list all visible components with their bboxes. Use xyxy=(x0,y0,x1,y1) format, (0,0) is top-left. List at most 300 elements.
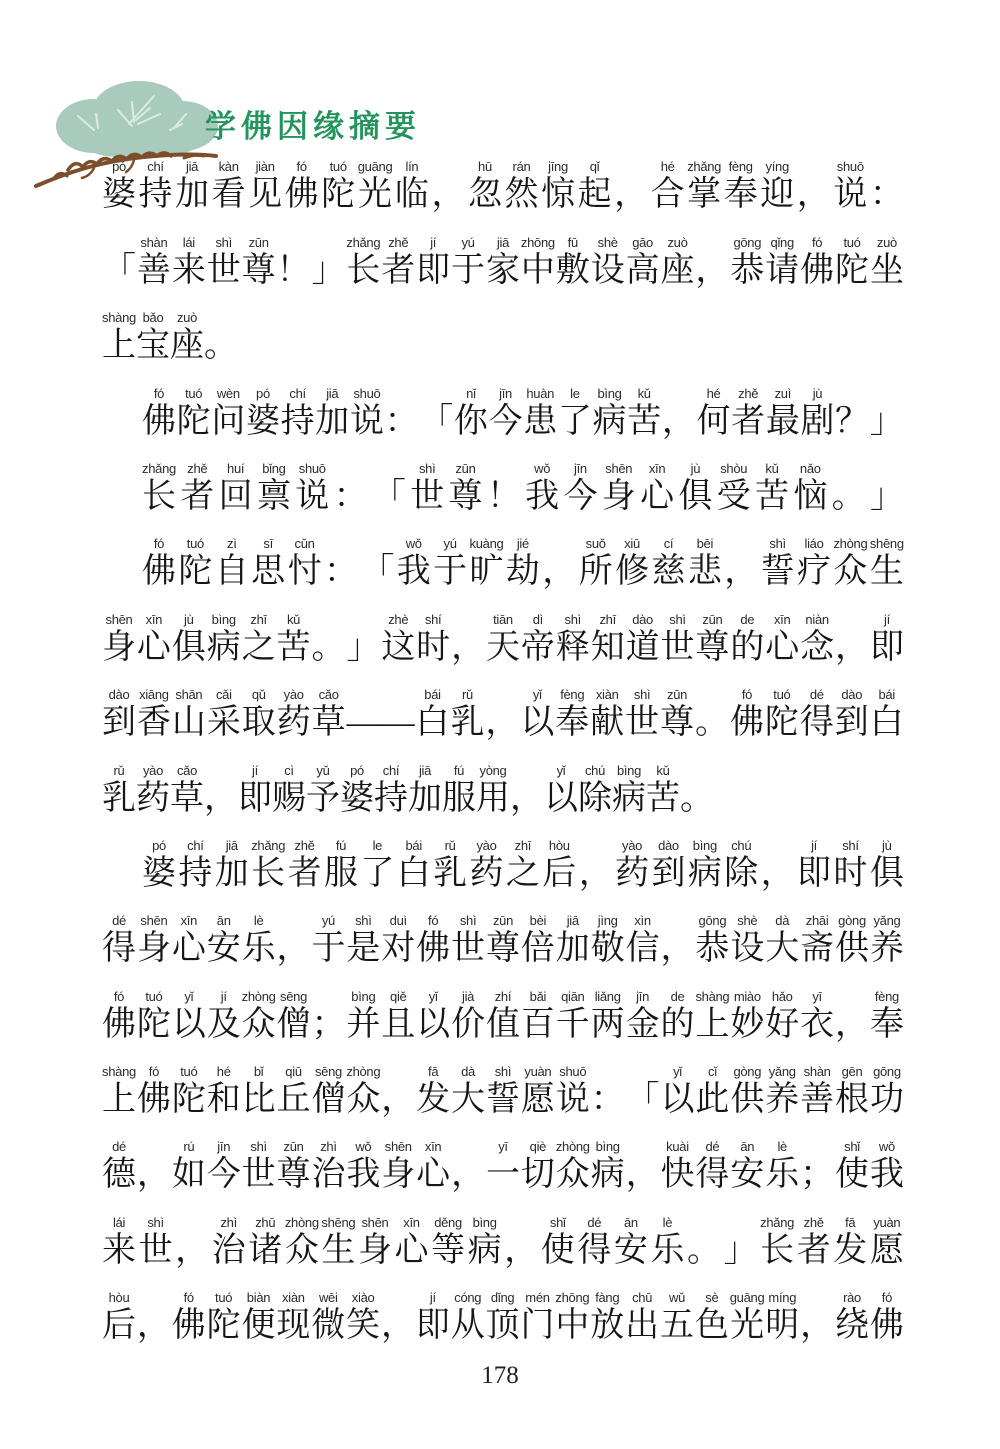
hanzi-char: 是 xyxy=(346,930,381,968)
hanzi-token xyxy=(215,837,249,894)
hanzi-char: 衣 xyxy=(800,1005,835,1043)
hanzi-char: 后 xyxy=(542,854,577,892)
hanzi-char: 起 xyxy=(577,176,612,214)
hanzi-char: 出 xyxy=(625,1307,660,1345)
hanzi-token xyxy=(695,1063,729,1120)
hanzi-char: 说 xyxy=(295,477,330,515)
hanzi-char: 值 xyxy=(485,1005,520,1043)
punctuation-token xyxy=(137,1138,171,1195)
pinyin-label: zūn xyxy=(702,611,723,627)
hanzi-token xyxy=(870,686,904,743)
pinyin-label: hǎo xyxy=(771,988,793,1004)
hanzi-char: 座 xyxy=(660,251,695,289)
hanzi-char: 尊 xyxy=(448,477,483,515)
pinyin-label: cóng xyxy=(454,1290,482,1306)
pinyin-label: zhòng xyxy=(241,988,276,1004)
hanzi-char: 如 xyxy=(171,1156,206,1194)
punctuation-token xyxy=(614,158,648,215)
hanzi-char: 了 xyxy=(557,402,592,440)
hanzi-char: 乐 xyxy=(241,930,276,968)
punctuation-token xyxy=(385,385,419,442)
hanzi-token xyxy=(525,460,559,517)
hanzi-token xyxy=(687,158,721,215)
hanzi-token xyxy=(626,611,660,668)
hanzi-char: 于 xyxy=(311,930,346,968)
hanzi-char: 身 xyxy=(136,930,171,968)
punctuation-token xyxy=(311,234,345,291)
punctuation-token xyxy=(870,385,904,442)
hanzi-char: 世 xyxy=(241,1156,276,1194)
pinyin-label: tuó xyxy=(329,159,347,175)
hanzi-char: 安 xyxy=(730,1156,765,1194)
pinyin-label: qiū xyxy=(285,1064,302,1080)
pinyin-label: jīn xyxy=(217,1139,231,1155)
pinyin-label: shì xyxy=(669,611,686,627)
hanzi-token xyxy=(660,686,694,743)
hanzi-char: 佛 xyxy=(142,402,176,440)
hanzi-token xyxy=(288,837,322,894)
pinyin-label: shān xyxy=(175,687,203,703)
hanzi-token xyxy=(523,385,557,442)
hanzi-token xyxy=(486,1289,520,1346)
hanzi-char: 和 xyxy=(206,1081,241,1119)
pinyin-label: zhǎng xyxy=(346,234,381,250)
hanzi-token xyxy=(139,158,173,215)
hanzi-char: 明 xyxy=(765,1307,800,1345)
hanzi-char: 来 xyxy=(102,1231,136,1269)
hanzi-char: 微 xyxy=(311,1307,346,1345)
hanzi-token xyxy=(612,762,646,819)
hanzi-token xyxy=(688,837,722,894)
hanzi-char: 旷 xyxy=(469,553,504,591)
pinyin-label: zūn xyxy=(248,234,269,250)
pinyin-label: cì xyxy=(284,762,294,778)
hanzi-char: 说 xyxy=(833,176,868,214)
hanzi-token xyxy=(797,837,831,894)
hanzi-token xyxy=(626,988,660,1045)
pinyin-label: fèng xyxy=(874,988,899,1004)
hanzi-token xyxy=(212,1214,246,1271)
pinyin-label: bìng xyxy=(595,1139,620,1155)
hanzi-char: ， xyxy=(276,930,311,968)
pinyin-label: fó xyxy=(812,234,823,250)
pinyin-label: qǐ xyxy=(589,159,600,175)
pinyin-label: bái xyxy=(424,687,441,703)
hanzi-char: 见 xyxy=(248,176,283,214)
hanzi-token xyxy=(765,1138,799,1195)
hanzi-char: 药 xyxy=(276,704,311,742)
pinyin-label: jiā xyxy=(418,762,432,778)
hanzi-char: 时 xyxy=(416,628,451,666)
hanzi-char: 服 xyxy=(323,854,358,892)
pinyin-label: yǐ xyxy=(532,687,542,703)
hanzi-char: 请 xyxy=(765,251,800,289)
pinyin-label: fā xyxy=(845,1214,856,1230)
hanzi-char: 后 xyxy=(102,1307,136,1345)
hanzi-char: 并 xyxy=(346,1005,381,1043)
hanzi-char: 顶 xyxy=(485,1307,520,1345)
punctuation-token xyxy=(724,535,758,592)
hanzi-char: 婆 xyxy=(245,402,280,440)
pinyin-label: gòng xyxy=(838,913,866,929)
hanzi-char: 好 xyxy=(765,1005,800,1043)
hanzi-token xyxy=(416,686,450,743)
pinyin-label: shì xyxy=(769,536,786,552)
pinyin-label: kǔ xyxy=(656,762,670,778)
hanzi-token xyxy=(381,912,415,969)
hanzi-token xyxy=(765,686,799,743)
pinyin-label: huí xyxy=(227,460,245,476)
pinyin-label: lín xyxy=(405,159,419,175)
hanzi-char: 时 xyxy=(833,854,868,892)
pinyin-label: yī xyxy=(812,988,822,1004)
hanzi-token xyxy=(590,686,624,743)
hanzi-char: 倍 xyxy=(520,930,555,968)
hanzi-char: ！ xyxy=(276,251,311,289)
hanzi-char: 。 xyxy=(311,628,346,666)
hanzi-char: ， xyxy=(695,251,730,289)
pinyin-label: tuó xyxy=(843,234,861,250)
hanzi-token xyxy=(627,385,661,442)
hanzi-char: ， xyxy=(835,1005,870,1043)
punctuation-token xyxy=(832,460,866,517)
hanzi-token xyxy=(102,762,136,819)
punctuation-token xyxy=(381,1289,415,1346)
hanzi-char: ： xyxy=(869,176,904,214)
hanzi-token xyxy=(277,686,311,743)
hanzi-char: 此 xyxy=(695,1081,730,1119)
pinyin-label: jiā xyxy=(496,234,510,250)
hanzi-char: 取 xyxy=(241,704,276,742)
hanzi-token xyxy=(793,460,827,517)
hanzi-token xyxy=(416,1138,450,1195)
hanzi-char: 以 xyxy=(520,704,555,742)
hanzi-token xyxy=(381,611,415,668)
hanzi-char: 然 xyxy=(504,176,539,214)
hanzi-token xyxy=(242,988,276,1045)
hanzi-token xyxy=(177,385,211,442)
pinyin-label: děng xyxy=(434,1214,462,1230)
hanzi-char: 两 xyxy=(590,1005,625,1043)
hanzi-char: 得 xyxy=(799,704,834,742)
pinyin-label: shì xyxy=(418,460,436,476)
pinyin-label: zhōng xyxy=(520,234,555,250)
pinyin-label: shuō xyxy=(353,385,381,401)
punctuation-token xyxy=(277,912,311,969)
hanzi-char: 僧 xyxy=(276,1005,311,1043)
hanzi-token xyxy=(661,988,695,1045)
hanzi-char: 即 xyxy=(869,628,904,666)
hanzi-token xyxy=(646,762,680,819)
hanzi-token xyxy=(800,988,834,1045)
hanzi-char: 。 xyxy=(687,1231,721,1269)
hanzi-char: 服 xyxy=(442,779,476,817)
hanzi-token xyxy=(730,988,764,1045)
hanzi-char: 忖 xyxy=(287,553,322,591)
hanzi-char: 看 xyxy=(211,176,246,214)
pinyin-label: bìng xyxy=(351,988,376,1004)
hanzi-char: 今 xyxy=(488,402,523,440)
hanzi-char: 所 xyxy=(578,553,613,591)
hanzi-token xyxy=(591,234,625,291)
hanzi-token xyxy=(433,535,467,592)
hanzi-token xyxy=(102,1138,136,1195)
hanzi-token xyxy=(755,460,789,517)
pinyin-label: shì xyxy=(355,913,372,929)
pinyin-label: jí xyxy=(252,762,258,778)
hanzi-char: 药 xyxy=(615,854,650,892)
hanzi-char: 帝 xyxy=(520,628,555,666)
pinyin-label: shì xyxy=(250,1139,267,1155)
pinyin-label: jiā xyxy=(566,913,579,929)
hanzi-char: ？ xyxy=(835,402,870,440)
hanzi-token xyxy=(870,912,904,969)
hanzi-char: 我 xyxy=(525,477,560,515)
hanzi-token xyxy=(650,1214,684,1271)
hanzi-token xyxy=(397,837,431,894)
hanzi-char: 心 xyxy=(640,477,675,515)
pinyin-label: tiān xyxy=(493,611,513,627)
hanzi-char: 治 xyxy=(311,1156,346,1194)
hanzi-char: 知 xyxy=(590,628,625,666)
hanzi-char: ， xyxy=(835,628,870,666)
hanzi-char: ， xyxy=(136,1307,171,1345)
hanzi-char: 俱 xyxy=(869,854,904,892)
hanzi-token xyxy=(870,1214,904,1271)
hanzi-token xyxy=(870,988,904,1045)
hanzi-char: 使 xyxy=(835,1156,870,1194)
hanzi-char: 到 xyxy=(102,704,136,742)
pinyin-label: dào xyxy=(108,687,130,703)
punctuation-token xyxy=(579,837,613,894)
pinyin-label: dào xyxy=(658,837,679,853)
pinyin-label: pó xyxy=(350,762,364,778)
hanzi-token xyxy=(556,912,590,969)
hanzi-token xyxy=(695,988,729,1045)
hanzi-token xyxy=(835,686,869,743)
punctuation-token xyxy=(487,460,521,517)
hanzi-char: 惊 xyxy=(541,176,576,214)
hanzi-char: 恼 xyxy=(793,477,828,515)
hanzi-char: ， xyxy=(578,854,613,892)
pinyin-label: bèi xyxy=(529,913,547,929)
hanzi-char: 加 xyxy=(315,402,350,440)
hanzi-char: 使 xyxy=(540,1231,575,1269)
hanzi-char: 誓 xyxy=(485,1081,520,1119)
hanzi-char: 者 xyxy=(381,251,416,289)
text-line xyxy=(102,1120,904,1195)
hanzi-char: 陀 xyxy=(321,176,356,214)
hanzi-char: ， xyxy=(660,930,695,968)
pinyin-label: yǐ xyxy=(428,988,438,1004)
hanzi-char: ， xyxy=(381,1307,415,1345)
hanzi-token xyxy=(408,762,442,819)
hanzi-char: 药 xyxy=(469,854,504,892)
hanzi-char: 者 xyxy=(287,854,322,892)
hanzi-char: 色 xyxy=(694,1307,729,1345)
hanzi-char: 临 xyxy=(394,176,429,214)
punctuation-token xyxy=(680,762,714,819)
hanzi-char: 」 xyxy=(311,251,346,289)
hanzi-token xyxy=(416,1289,450,1346)
pinyin-label: yǎng xyxy=(768,1064,796,1080)
hanzi-token xyxy=(397,535,431,592)
pinyin-label: biàn xyxy=(246,1290,271,1306)
hanzi-token xyxy=(563,460,597,517)
hanzi-token xyxy=(346,1289,380,1346)
hanzi-token xyxy=(142,385,176,442)
hanzi-char: 从 xyxy=(450,1307,485,1345)
pinyin-label: shēn xyxy=(361,1214,389,1230)
hanzi-token xyxy=(451,988,485,1045)
hanzi-token xyxy=(136,309,170,366)
hanzi-token xyxy=(695,912,729,969)
hanzi-token xyxy=(102,158,136,215)
hanzi-char: 劫 xyxy=(505,553,540,591)
hanzi-char: 何 xyxy=(696,402,731,440)
hanzi-char: ； xyxy=(311,1005,346,1043)
pinyin-label: yú xyxy=(321,913,335,929)
hanzi-token xyxy=(346,234,380,291)
pinyin-label: xīn xyxy=(403,1214,420,1230)
hanzi-token xyxy=(207,1063,241,1120)
hanzi-token xyxy=(688,535,722,592)
pinyin-label: zūn xyxy=(667,687,688,703)
hanzi-token xyxy=(451,1063,485,1120)
hanzi-token xyxy=(416,988,450,1045)
hanzi-token xyxy=(137,686,171,743)
pinyin-label: zhì xyxy=(220,1214,237,1230)
hanzi-char: ， xyxy=(760,854,795,892)
hanzi-char: 中 xyxy=(520,251,555,289)
punctuation-token xyxy=(800,1138,834,1195)
pinyin-label: yǐ xyxy=(184,988,194,1004)
hanzi-char: 便 xyxy=(241,1307,276,1345)
hanzi-char: 心 xyxy=(765,628,800,666)
hanzi-token xyxy=(238,762,272,819)
hanzi-char: 养 xyxy=(765,1081,800,1119)
hanzi-token xyxy=(242,234,276,291)
punctuation-token xyxy=(277,234,311,291)
pinyin-label: bìng xyxy=(616,762,642,778)
hanzi-char: 身 xyxy=(381,1156,416,1194)
hanzi-token xyxy=(730,611,764,668)
pinyin-label: tuó xyxy=(145,988,163,1004)
hanzi-token xyxy=(207,912,241,969)
text-line xyxy=(102,517,904,592)
pinyin-label: zuì xyxy=(774,385,792,401)
hanzi-char: 且 xyxy=(381,1005,416,1043)
hanzi-token xyxy=(416,1063,450,1120)
hanzi-char: 心 xyxy=(416,1156,451,1194)
hanzi-token xyxy=(207,686,241,743)
pinyin-label: shēn xyxy=(105,611,133,627)
pinyin-label: cǔn xyxy=(294,536,315,552)
hanzi-char: ， xyxy=(204,779,238,817)
punctuation-token xyxy=(311,611,345,668)
pinyin-label: shǐ xyxy=(549,1214,566,1230)
pinyin-label: ān xyxy=(216,913,231,929)
hanzi-char: 绕 xyxy=(835,1307,870,1345)
hanzi-token xyxy=(870,1063,904,1120)
hanzi-token xyxy=(724,837,758,894)
hanzi-token xyxy=(486,234,520,291)
hanzi-token xyxy=(102,611,136,668)
pinyin-label: jiā xyxy=(326,385,339,401)
hanzi-token xyxy=(730,686,764,743)
hanzi-char: 」 xyxy=(346,628,381,666)
hanzi-char: 心 xyxy=(171,930,206,968)
punctuation-token xyxy=(204,762,238,819)
hanzi-char: 草 xyxy=(170,779,204,817)
hanzi-token xyxy=(651,535,685,592)
hanzi-token xyxy=(207,234,241,291)
pinyin-label: shì xyxy=(459,913,477,929)
pinyin-label: shì xyxy=(215,234,232,250)
hanzi-token xyxy=(835,1063,869,1120)
pinyin-label: xīn xyxy=(648,460,666,476)
text-line xyxy=(102,442,904,517)
pinyin-label: shuō xyxy=(836,159,864,175)
hanzi-char: 即 xyxy=(797,854,832,892)
hanzi-char: 即 xyxy=(416,251,451,289)
hanzi-char: 妙 xyxy=(730,1005,765,1043)
hanzi-token xyxy=(207,611,241,668)
hanzi-char: 供 xyxy=(835,930,870,968)
hanzi-char: ， xyxy=(542,553,577,591)
pinyin-label: hòu xyxy=(548,837,570,853)
hanzi-char: 病 xyxy=(592,402,627,440)
hanzi-token xyxy=(797,535,831,592)
hanzi-token xyxy=(242,1289,276,1346)
hanzi-char: 乐 xyxy=(765,1156,800,1194)
hanzi-char: 受 xyxy=(716,477,751,515)
hanzi-char: 」 xyxy=(723,1231,758,1269)
pinyin-label: jù xyxy=(882,837,892,853)
text-line xyxy=(102,215,904,290)
hanzi-char: 苦 xyxy=(276,628,311,666)
pinyin-label: yòng xyxy=(479,762,507,778)
pinyin-label: fó xyxy=(741,687,753,703)
hanzi-char: 修 xyxy=(615,553,650,591)
punctuation-token xyxy=(204,309,238,366)
hanzi-char: 献 xyxy=(590,704,625,742)
pinyin-label: bái xyxy=(878,687,895,703)
pinyin-label: bǐ xyxy=(253,1064,264,1080)
hanzi-token xyxy=(835,1289,869,1346)
hanzi-token xyxy=(730,1138,764,1195)
hanzi-char: ， xyxy=(451,628,486,666)
pinyin-label: gēn xyxy=(841,1064,863,1080)
hanzi-char: 身 xyxy=(601,477,636,515)
hanzi-char: 我 xyxy=(869,1156,904,1194)
hanzi-char: 设 xyxy=(590,251,625,289)
hanzi-char: 今 xyxy=(206,1156,241,1194)
hanzi-token xyxy=(172,1289,206,1346)
hanzi-char: 之 xyxy=(241,628,276,666)
hanzi-char: 世 xyxy=(660,628,695,666)
pinyin-label: dà xyxy=(461,1064,475,1080)
hanzi-char: 病 xyxy=(590,1156,625,1194)
pinyin-label: xīn xyxy=(424,1139,442,1155)
hanzi-char: 上 xyxy=(102,1081,136,1119)
punctuation-token xyxy=(504,1214,538,1271)
pinyin-label: pó xyxy=(256,385,270,401)
hanzi-char: 陀 xyxy=(764,704,799,742)
hanzi-char: 天 xyxy=(485,628,520,666)
hanzi-token xyxy=(433,837,467,894)
pinyin-label: fó xyxy=(148,1064,160,1080)
